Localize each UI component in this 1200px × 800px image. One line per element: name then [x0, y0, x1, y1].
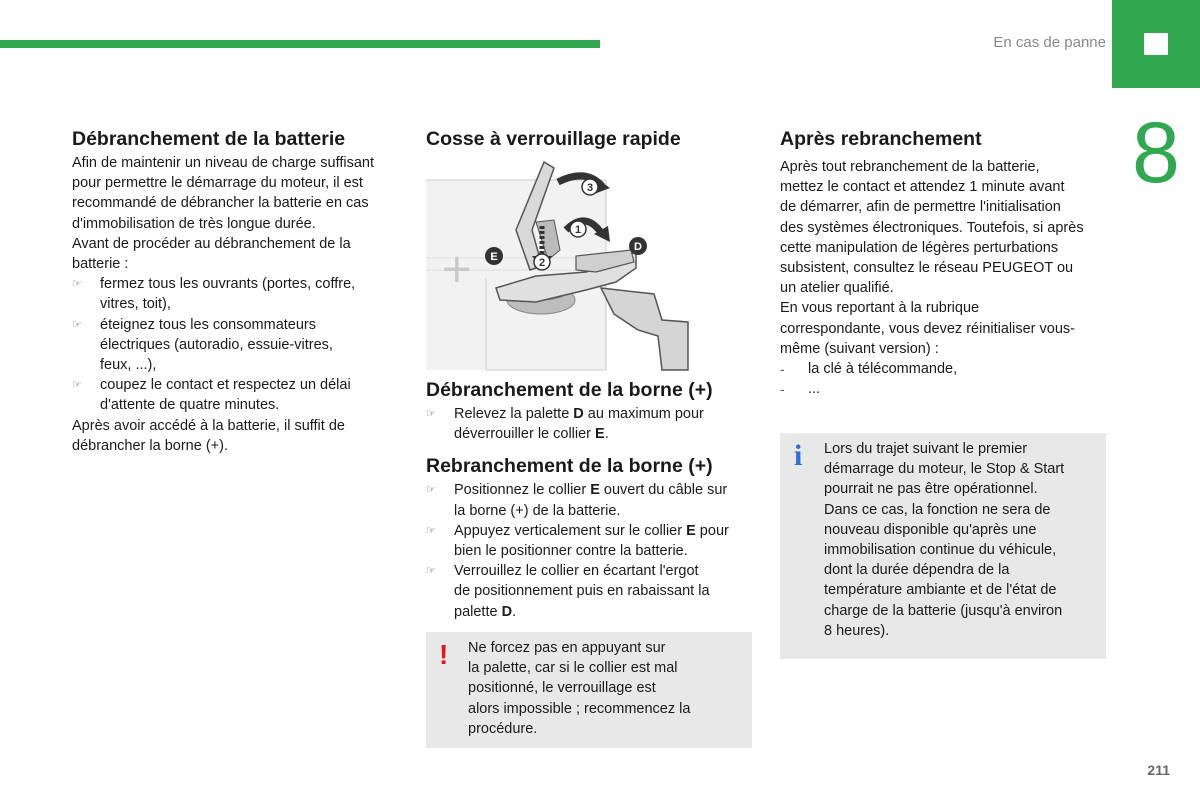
- label-3: 3: [586, 182, 594, 194]
- heading-terminal-disconnection: Débranchement de la borne (+): [426, 379, 713, 401]
- intro-line: pour permettre le démarrage du moteur, il est: [72, 175, 363, 192]
- list-item: ☞ Appuyez verticalement sur le collier E pour bien le positionner contre la batterie.: [426, 522, 729, 560]
- precaution-list: [72, 274, 402, 415]
- list-item: ☞ coupez le contact et respectez un délai d'attente de quatre minutes.: [72, 377, 351, 414]
- chapter-tab: [1112, 0, 1200, 88]
- heading-after-reconnection: Après rebranchement: [780, 128, 982, 150]
- outro-line: débrancher la borne (+).: [72, 437, 228, 454]
- hand-pointer-icon: ☞: [426, 408, 436, 420]
- chapter-number: 8: [1132, 105, 1180, 201]
- label-e: E: [490, 251, 498, 263]
- list-item: ☞ Positionnez le collier E ouvert du câble sur la borne (+) de la batterie.: [426, 482, 728, 519]
- disconnection-steps: [426, 404, 756, 444]
- column-battery-disconnection: [72, 125, 402, 456]
- outro-line: Après avoir accédé à la batterie, il suffit de: [72, 417, 345, 434]
- intro-line: recommandé de débrancher la batterie en cas: [72, 195, 369, 212]
- hand-pointer-icon: ☞: [426, 565, 436, 578]
- hand-pointer-icon: ☞: [426, 524, 436, 537]
- column-quick-lock-terminal: [426, 125, 756, 153]
- list-item: - la clé à télécommande,: [780, 361, 958, 378]
- header-green-bar: [0, 40, 600, 48]
- reconnection-steps: [426, 480, 756, 621]
- intro-line: d'immobilisation de très longue durée.: [72, 215, 316, 232]
- list-item: ☞ Relevez la palette D au maximum pour déverrouiller le collier E.: [426, 406, 704, 443]
- label-d: D: [634, 241, 642, 253]
- label-1: 1: [574, 224, 582, 236]
- hand-pointer-icon: ☞: [72, 318, 82, 331]
- list-item: - ...: [780, 381, 821, 398]
- intro-line: batterie :: [72, 256, 129, 273]
- hand-pointer-icon: ☞: [426, 484, 436, 497]
- info-icon: i: [794, 439, 803, 472]
- reset-list: [780, 359, 1110, 399]
- heading-battery-disconnection: Débranchement de la batterie: [72, 128, 346, 150]
- chapter-tab-square-icon: [1144, 33, 1168, 55]
- intro-line: Avant de procéder au débranchement de la: [72, 235, 351, 252]
- column-after-reconnection: Après rebranchement Après tout rebranchement de la batterie, mettez le contact et attendez 1 minute avant de démarrer, afin de permettre l'initialisation des systèmes électroniques. Toutefois, si après cette manipulation de légères perturbations subsistent, consultez le réseau PEUGEOT ou un atelier qualifié. En vous reportant à la rubrique correspondante, vous devez réinitialiser vous- même (suivant version) : - la clé à télécommande, - ...: [780, 125, 1110, 399]
- list-item: ☞ fermez tous les ouvrants (portes, coffre, vitres, toit),: [72, 276, 356, 313]
- page-number: 211: [1147, 762, 1170, 778]
- warning-box: ! Ne forcez pas en appuyant sur la palette, car si le collier est mal positionné, le verrouillage est alors impossible ; recommencez la procédure.: [426, 632, 752, 748]
- hand-pointer-icon: ☞: [72, 278, 82, 291]
- list-item: ☞ Verrouillez le collier en écartant l'ergot de positionnement puis en rabaissant la palette D.: [426, 563, 710, 620]
- heading-quick-lock-terminal: Cosse à verrouillage rapide: [426, 128, 681, 150]
- section-title: En cas de panne: [993, 34, 1106, 51]
- list-item: ☞ éteignez tous les consommateurs électriques (autoradio, essuie-vitres, feux, ...),: [72, 316, 333, 374]
- battery-terminal-illustration: [426, 160, 706, 372]
- svg-text:+: +: [440, 246, 474, 292]
- heading-terminal-reconnection: Rebranchement de la borne (+): [426, 455, 713, 478]
- warning-exclamation-icon: !: [439, 639, 449, 670]
- label-2: 2: [538, 257, 546, 269]
- hand-pointer-icon: ☞: [72, 379, 82, 392]
- intro-line: Afin de maintenir un niveau de charge suffisant: [72, 155, 375, 171]
- info-box: i Lors du trajet suivant le premier démarrage du moteur, le Stop & Start pourrait ne pas être opérationnel. Dans ce cas, la fonction ne sera de nouveau disponible qu'après une immobilisation continue du véhicule, dont la durée dépendra de la température ambiante et de l'état de charge de la batterie (jusqu'à environ 8 heures).: [780, 433, 1106, 659]
- column-terminal-steps: [426, 376, 756, 622]
